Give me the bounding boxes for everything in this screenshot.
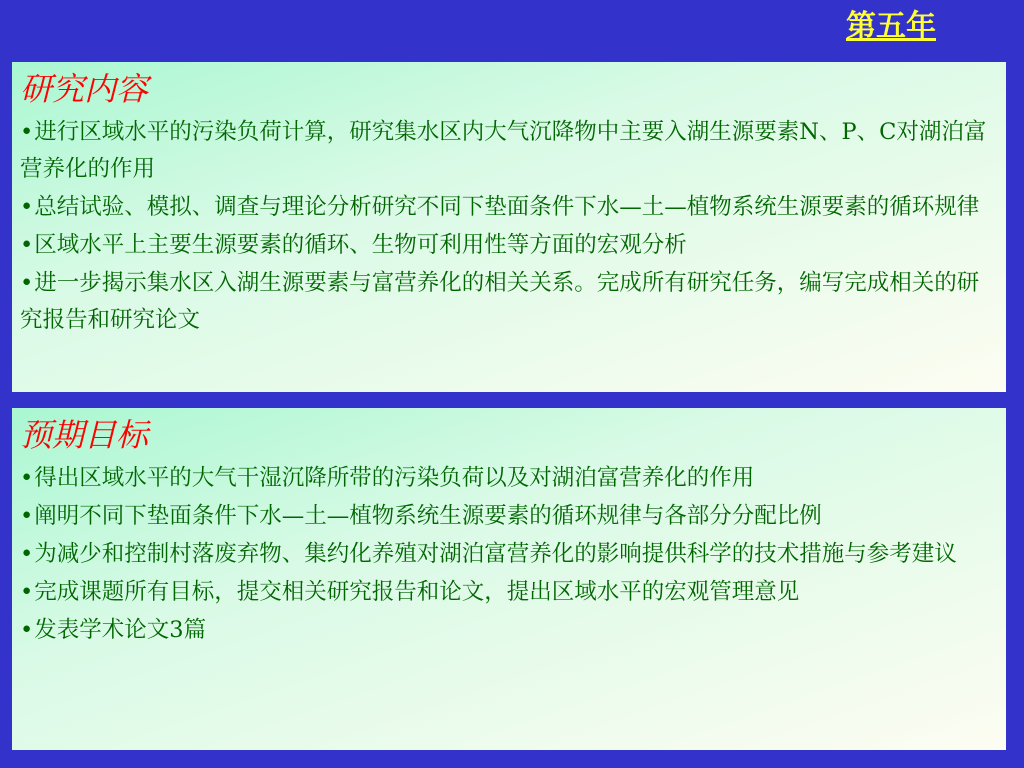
research-content-panel <box>12 62 1006 392</box>
list-item <box>20 574 998 611</box>
year-title: 第五年 <box>846 9 936 44</box>
list-item <box>20 114 998 188</box>
list-item-text: 进行区域水平的污染负荷计算，研究集水区内大气沉降物中主要入湖生源要素N、P、C对湖泊富营养化的作用 <box>20 119 987 182</box>
list-item <box>20 498 998 535</box>
list-item <box>20 189 998 226</box>
list-item <box>20 227 998 264</box>
research-content-list <box>20 114 998 339</box>
list-item <box>20 460 998 497</box>
list-item <box>20 536 998 573</box>
list-item-text: 阐明不同下垫面条件下水—土—植物系统生源要素的循环规律与各部分分配比例 <box>34 503 822 529</box>
list-item-text: 得出区域水平的大气干湿沉降所带的污染负荷以及对湖泊富营养化的作用 <box>34 465 755 491</box>
list-item-text: 区域水平上主要生源要素的循环、生物可利用性等方面的宏观分析 <box>34 232 687 258</box>
list-item <box>20 265 998 339</box>
list-item-text: 为减少和控制村落废弃物、集约化养殖对湖泊富营养化的影响提供科学的技术措施与参考建议 <box>34 541 957 567</box>
list-item <box>20 612 998 649</box>
list-item-text: 完成课题所有目标，提交相关研究报告和论文，提出区域水平的宏观管理意见 <box>34 579 800 605</box>
bullet-icon: • <box>20 194 34 220</box>
bullet-icon: • <box>20 119 34 145</box>
bullet-icon: • <box>20 579 34 605</box>
bullet-icon: • <box>20 617 34 643</box>
list-item-text: 总结试验、模拟、调查与理论分析研究不同下垫面条件下水—土—植物系统生源要素的循环规律 <box>34 194 980 220</box>
bullet-icon: • <box>20 541 34 567</box>
bullet-icon: • <box>20 465 34 491</box>
expected-goals-heading: 预期目标 <box>20 416 149 454</box>
bullet-icon: • <box>20 232 34 258</box>
bullet-icon: • <box>20 270 34 296</box>
research-content-heading: 研究内容 <box>20 70 149 108</box>
expected-goals-panel <box>12 408 1006 750</box>
list-item-text: 发表学术论文3篇 <box>34 617 207 643</box>
bullet-icon: • <box>20 503 34 529</box>
expected-goals-list <box>20 460 998 649</box>
list-item-text: 进一步揭示集水区入湖生源要素与富营养化的相关关系。完成所有研究任务，编写完成相关的研究报告和研究论文 <box>20 270 980 333</box>
